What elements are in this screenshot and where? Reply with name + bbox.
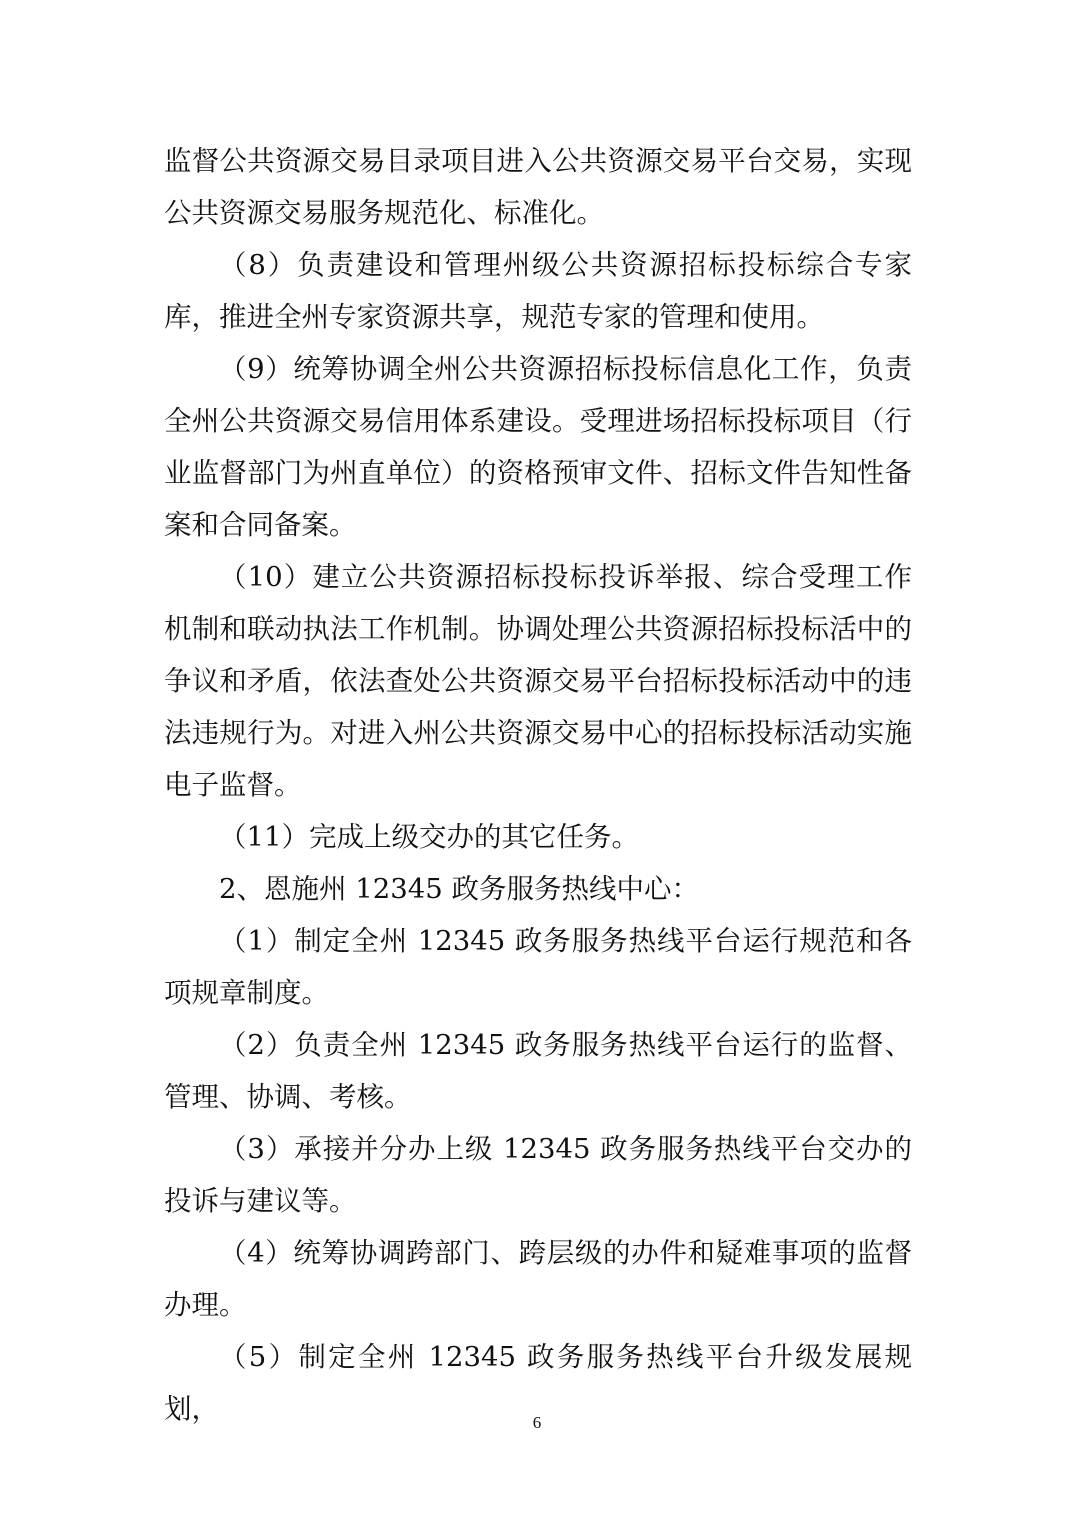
paragraph-hotline-2: （2）负责全州 12345 政务服务热线平台运行的监督、管理、协调、考核。 <box>164 1029 912 1113</box>
page-number: 6 <box>532 1413 542 1432</box>
section-heading-hotline: 2、恩施州 12345 政务服务热线中心： <box>219 873 699 905</box>
body-text <box>164 135 912 1435</box>
paragraph-item-10: （10）建立公共资源招标投标投诉举报、综合受理工作机制和联动执法工作机制。协调处理公共资源招标投标活中的争议和矛盾，依法查处公共资源交易平台招标投标活动中的违法违规行为。对进入州公共资源交易中心的招标投标活动实施电子监督。 <box>164 561 912 801</box>
paragraph-item-9: （9）统筹协调全州公共资源招标投标信息化工作，负责全州公共资源交易信用体系建设。受理进场招标投标项目（行业监督部门为州直单位）的资格预审文件、招标文件告知性备案和合同备案。 <box>164 353 912 541</box>
paragraph-item-11: （11）完成上级交办的其它任务。 <box>219 821 639 853</box>
paragraph-hotline-5: （5）制定全州 12345 政务服务热线平台升级发展规划， <box>164 1341 912 1425</box>
paragraph-hotline-3: （3）承接并分办上级 12345 政务服务热线平台交办的投诉与建议等。 <box>164 1133 912 1217</box>
paragraph-continuation: 监督公共资源交易目录项目进入公共资源交易平台交易，实现公共资源交易服务规范化、标准化。 <box>164 145 912 229</box>
paragraph-hotline-1: （1）制定全州 12345 政务服务热线平台运行规范和各项规章制度。 <box>164 925 912 1009</box>
paragraph-item-8: （8）负责建设和管理州级公共资源招标投标综合专家库，推进全州专家资源共享，规范专家的管理和使用。 <box>164 249 912 333</box>
paragraph-hotline-4: （4）统筹协调跨部门、跨层级的办件和疑难事项的监督办理。 <box>164 1237 912 1321</box>
